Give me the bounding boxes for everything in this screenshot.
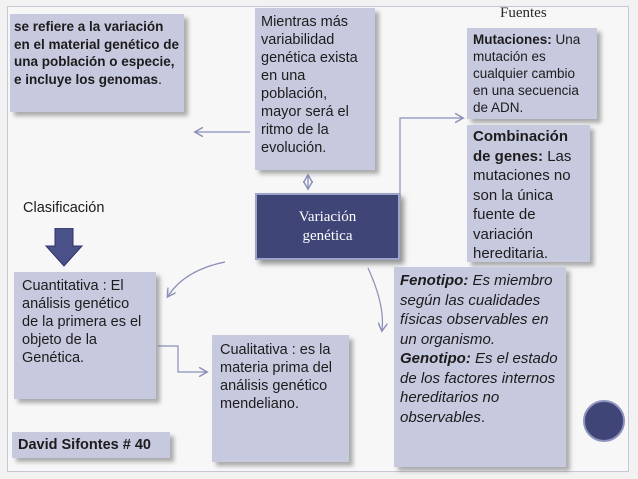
center-line1: Variación [298,209,357,225]
evolucion-box [255,8,375,170]
arrow-to-cuantitativa [168,262,225,296]
author-text: David Sifontes # 40 [18,437,151,453]
arrow-to-fenotipo [368,268,382,330]
combinacion-box [467,125,590,262]
cuantitativa-box [14,272,156,399]
definicion-text: se refiere a la variación en el material genético de una población o especie, e incluye los genomas [14,19,180,87]
fenotipo-box [394,267,566,467]
genotipo-term: Genotipo: [400,350,471,367]
cuantitativa-text: Cuantitativa : El análisis genético de la primera es el objeto de la Genética. [22,278,142,366]
evolucion-text: Mientras más variabilidad genética exista en una población, mayor será el ritmo de la evolución. [261,14,358,156]
arrow-to-fuentes [378,118,462,198]
mutaciones-term: Mutaciones: [473,32,552,47]
fuentes-title: Fuentes [500,5,547,21]
genotipo-text: Es el estado de los factores internos hereditarios no observables [400,350,558,426]
variacion-genetica-node [255,193,400,260]
mutaciones-box [467,28,597,119]
fenotipo-term: Fenotipo: [400,272,469,289]
mutaciones-text: Una mutación es cualquier cambio en una secuencia de ADN. [473,32,581,115]
decorative-circle [583,400,625,442]
cualitativa-text: Cualitativa : es la materia prima del análisis genético mendeliano. [220,342,333,412]
cualitativa-box [212,335,349,462]
arrow-down-icon [44,228,84,268]
center-line2: genética [302,228,353,244]
definicion-suffix: . [158,71,162,87]
fenotipo-text: Es miembro según las cualidades físicas observables en un organismo. [400,272,553,348]
clasificacion-label: Clasificación [23,200,105,216]
definicion-box [10,14,184,112]
combinacion-text: Las mutaciones no son la única fuente de variación hereditaria. [473,147,572,262]
arrow-to-cualitativa [158,346,206,372]
genotipo-suffix: . [480,408,486,426]
combinacion-term: Combinación de genes: [473,128,569,165]
author-box [12,432,170,458]
